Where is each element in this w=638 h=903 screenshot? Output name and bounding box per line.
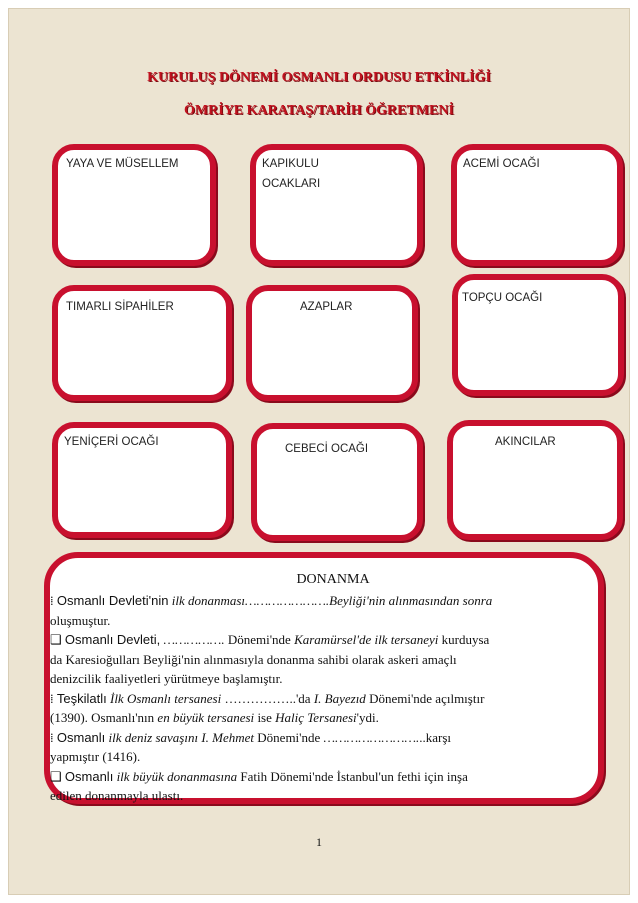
bullet-icon: ⁞ <box>50 729 54 745</box>
donanma-paragraph-4: ⁞ Osmanlı ilk deniz savaşını I. Mehmet Dönemi'nde ……………………...karşı <box>50 729 452 745</box>
box-label: YAYA VE MÜSELLEM <box>66 158 179 170</box>
document-author: ÖMRİYE KARATAŞ/TARİH ÖĞRETMENİ <box>184 103 454 118</box>
box-acemi-ocagi <box>451 144 623 266</box>
box-label: KAPIKULU <box>262 158 319 170</box>
checkbox-bullet-icon: ❑ <box>50 768 62 784</box>
box-label: AKINCILAR <box>495 436 556 448</box>
box-label: TOPÇU OCAĞI <box>462 292 543 304</box>
box-label: YENİÇERİ OCAĞI <box>64 436 159 448</box>
box-label: CEBECİ OCAĞI <box>285 443 369 455</box>
box-akincilar <box>447 420 623 540</box>
document-title: KURULUŞ DÖNEMİ OSMANLI ORDUSU ETKİNLİĞİ <box>147 70 491 85</box>
box-yaya-ve-musellem <box>52 144 216 266</box>
box-timarli-sipahiler <box>52 285 232 401</box>
box-label: OCAKLARI <box>262 178 321 190</box>
donanma-title: DONANMA <box>296 572 370 587</box>
box-label: AZAPLAR <box>300 301 353 313</box>
box-topcu-ocagi <box>452 274 624 396</box>
donanma-paragraph-2: ❑ Osmanlı Devleti, ……………. Dönemi'nde Karamürsel'de ilk tersaneyi kurduysa <box>50 632 490 647</box>
donanma-text: ⁞ Osmanlı Devleti'nin ilk donanması………………….Beyliği'nin alınmasından sonra oluşmuştur. ❑ Osmanlı Devleti, ……………. Dönemi'nde Karamürsel'de ilk tersaneyi kurduysa da Karesioğulları Beyliği'nin alınmasıyla donanma sahibi olarak askeri amaçlı denizcilik faaliyetleri yürütmeye başlamıştır. ⁞ Teşkilatlı İlk Osmanlı tersanesi ……………..'da I. Bayezıd Dönemi'nde açılmıştır (1390). Osmanlı'nın en büyük tersanesi ise Haliç Tersanesi'ydi. ⁞ Osmanlı ilk deniz savaşını I. Mehmet Dönemi'nde ……………………...karşı yapmıştır (1416). ❑ Osmanlı ilk büyük donanmasına Fatih Dönemi'nde İstanbul'un fethi için inşa edilen donanmayla ulastı. <box>50 591 598 806</box>
donanma-paragraph-1: ⁞ Osmanlı Devleti'nin ilk donanması………………….Beyliği'nin alınmasından sonra <box>50 593 493 608</box>
box-cebeci-ocagi <box>251 423 423 541</box>
box-kapikulu-ocaklari <box>250 144 423 266</box>
box-label: TIMARLI SİPAHİLER <box>66 301 174 313</box>
box-yeniceri-ocagi <box>52 422 232 538</box>
donanma-paragraph-3: ⁞ Teşkilatlı İlk Osmanlı tersanesi ……………..'da I. Bayezıd Dönemi'nde açılmıştır <box>50 690 485 706</box>
page-number: 1 <box>316 835 322 849</box>
bullet-icon: ⁞ <box>50 690 54 706</box>
donanma-paragraph-5: ❑ Osmanlı ilk büyük donanmasına Fatih Dönemi'nde İstanbul'un fethi için inşa <box>50 768 468 784</box>
bullet-icon: ⁞ <box>50 593 54 608</box>
box-label: ACEMİ OCAĞI <box>463 158 540 170</box>
checkbox-bullet-icon: ❑ <box>50 632 62 647</box>
box-azaplar <box>246 285 418 401</box>
